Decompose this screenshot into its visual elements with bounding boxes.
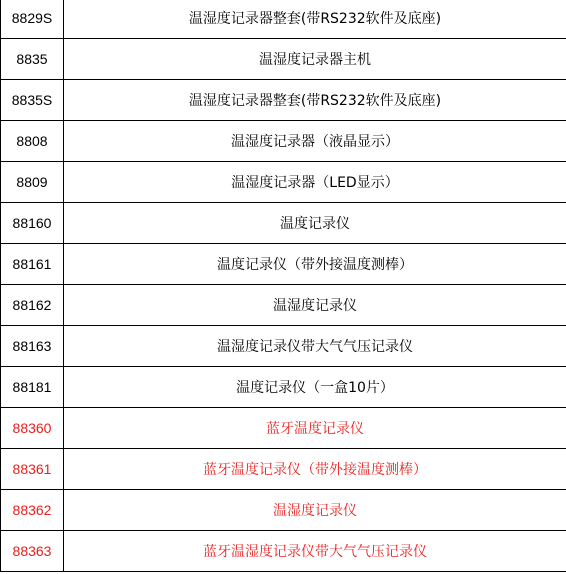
description-cell: 温湿度记录器（LED显示） xyxy=(64,162,566,203)
description-cell: 温湿度记录仪 xyxy=(64,285,566,326)
description-cell: 温湿度记录器整套(带RS232软件及底座) xyxy=(64,80,566,121)
model-code-cell: 8808 xyxy=(1,121,64,162)
table-row xyxy=(1,367,566,408)
table-row xyxy=(1,531,566,572)
model-code-cell: 88363 xyxy=(1,531,64,572)
description-cell: 温度记录仪 xyxy=(64,203,566,244)
model-code-cell: 8835S xyxy=(1,80,64,121)
table-row xyxy=(1,121,566,162)
table-row xyxy=(1,408,566,449)
description-cell: 温度记录仪（一盒10片） xyxy=(64,367,566,408)
description-cell: 蓝牙温湿度记录仪带大气气压记录仪 xyxy=(64,531,566,572)
description-cell: 温湿度记录仪带大气气压记录仪 xyxy=(64,326,566,367)
model-code-cell: 88163 xyxy=(1,326,64,367)
table-row xyxy=(1,162,566,203)
table-row xyxy=(1,449,566,490)
table-row xyxy=(1,80,566,121)
model-code-cell: 88360 xyxy=(1,408,64,449)
model-code-cell: 8835 xyxy=(1,39,64,80)
table-row xyxy=(1,490,566,531)
product-table-body xyxy=(1,0,566,572)
model-code-cell: 88161 xyxy=(1,244,64,285)
model-code-cell: 88160 xyxy=(1,203,64,244)
table-row xyxy=(1,203,566,244)
model-code-cell: 8829S xyxy=(1,0,64,39)
description-cell: 蓝牙温度记录仪 xyxy=(64,408,566,449)
table-row xyxy=(1,326,566,367)
model-code-cell: 88181 xyxy=(1,367,64,408)
table-row xyxy=(1,285,566,326)
table-row xyxy=(1,39,566,80)
table-row xyxy=(1,244,566,285)
table-row xyxy=(1,0,566,39)
description-cell: 温湿度记录器整套(带RS232软件及底座) xyxy=(64,0,566,39)
description-cell: 温度记录仪（带外接温度测棒） xyxy=(64,244,566,285)
model-code-cell: 88162 xyxy=(1,285,64,326)
description-cell: 温湿度记录器主机 xyxy=(64,39,566,80)
description-cell: 温湿度记录器（液晶显示） xyxy=(64,121,566,162)
model-code-cell: 88362 xyxy=(1,490,64,531)
model-code-cell: 88361 xyxy=(1,449,64,490)
description-cell: 蓝牙温度记录仪（带外接温度测棒） xyxy=(64,449,566,490)
model-code-cell: 8809 xyxy=(1,162,64,203)
description-cell: 温湿度记录仪 xyxy=(64,490,566,531)
